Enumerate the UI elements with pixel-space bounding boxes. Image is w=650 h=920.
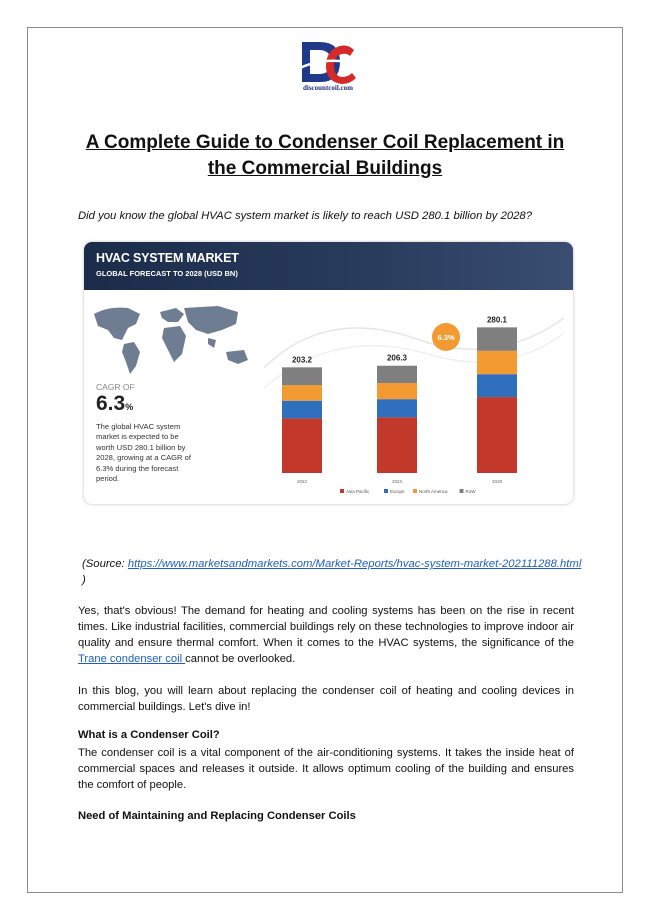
bar-segment-2028-row	[477, 327, 517, 350]
bar-segment-2023-row	[377, 366, 417, 383]
bar-segment-2023-north-america	[377, 383, 417, 399]
intro-text: Did you know the global HVAC system market is likely to reach USD 280.1 billion by 2028?	[78, 210, 532, 222]
heading-maintaining-replacing: Need of Maintaining and Replacing Condenser Coils	[78, 810, 356, 822]
source-link[interactable]: https://www.marketsandmarkets.com/Market-Reports/hvac-system-market-202111288.html	[127, 558, 582, 570]
bar-total-label: 203.2	[291, 355, 313, 365]
cagr-value: 6.3%	[96, 392, 134, 415]
world-map-icon	[88, 300, 268, 380]
x-tick-label: 2028	[491, 479, 503, 484]
hvac-infographic	[84, 242, 573, 504]
bar-segment-2022-asia-pacific	[282, 418, 322, 473]
legend-swatch	[460, 489, 464, 493]
x-tick-label: 2022	[296, 479, 308, 484]
market-bar-chart	[264, 298, 564, 498]
paragraph-demand: Yes, that's obvious! The demand for heating and cooling systems has been on the rise in recent times. Like industrial facilities, commercial buildings rely on these technologies to improve indoor air quality and ensure thermal comfort. When it comes to the HVAC systems, the significance of the Trane condenser coil cannot be overlooked.	[78, 605, 574, 665]
bar-segment-2022-europe	[282, 401, 322, 419]
legend-label: RoW	[465, 489, 476, 494]
legend-swatch	[413, 489, 417, 493]
x-tick-label: 2023	[391, 479, 403, 484]
bar-segment-2028-asia-pacific	[477, 397, 517, 473]
bar-segment-2022-row	[282, 367, 322, 385]
legend-label: North America	[419, 489, 448, 494]
bar-segment-2028-north-america	[477, 351, 517, 374]
bar-segment-2022-north-america	[282, 385, 322, 401]
heading-what-is-condenser-coil: What is a Condenser Coil?	[78, 729, 220, 741]
paragraph-condenser-definition: The condenser coil is a vital component of the air-conditioning systems. It takes the inside heat of commercial spaces and releases it outside. It allows optimum cooling of the building and ensures the comfort of people.	[78, 747, 574, 791]
page-title: A Complete Guide to Condenser Coil Replacement in the Commercial Buildings	[85, 132, 565, 179]
cagr-description: The global HVAC system market is expected to be worth USD 280.1 billion by 2028, growing at a CAGR of 6.3% during the forecast period.	[96, 422, 191, 484]
growth-badge	[432, 323, 460, 351]
infographic-title: HVAC SYSTEM MARKET	[96, 251, 239, 265]
bar-total-label: 206.3	[386, 353, 408, 363]
legend-label: Europe	[390, 489, 405, 494]
trane-condenser-coil-link[interactable]: Trane condenser coil	[78, 653, 186, 665]
paragraph-blog-intro: In this blog, you will learn about replacing the condenser coil of heating and cooling devices in commercial buildings. Let's dive in!	[78, 685, 574, 713]
bar-segment-2023-europe	[377, 399, 417, 417]
source-citation: (Source: https://www.marketsandmarkets.com/Market-Reports/hvac-system-market-202111288.html )	[82, 558, 582, 586]
infographic-subtitle: GLOBAL FORECAST TO 2028 (USD BN)	[96, 269, 238, 278]
bar-total-label: 280.1	[486, 315, 508, 325]
cagr-label: CAGR OF	[96, 382, 135, 392]
infographic-header	[84, 242, 573, 290]
legend-swatch	[384, 489, 388, 493]
bar-segment-2028-europe	[477, 374, 517, 397]
growth-badge-label: 6.3%	[437, 333, 455, 342]
bar-segment-2023-asia-pacific	[377, 417, 417, 473]
logo-text: discountcoil.com	[303, 84, 353, 92]
legend-label: Asia Pacific	[346, 489, 370, 494]
legend-swatch	[340, 489, 344, 493]
